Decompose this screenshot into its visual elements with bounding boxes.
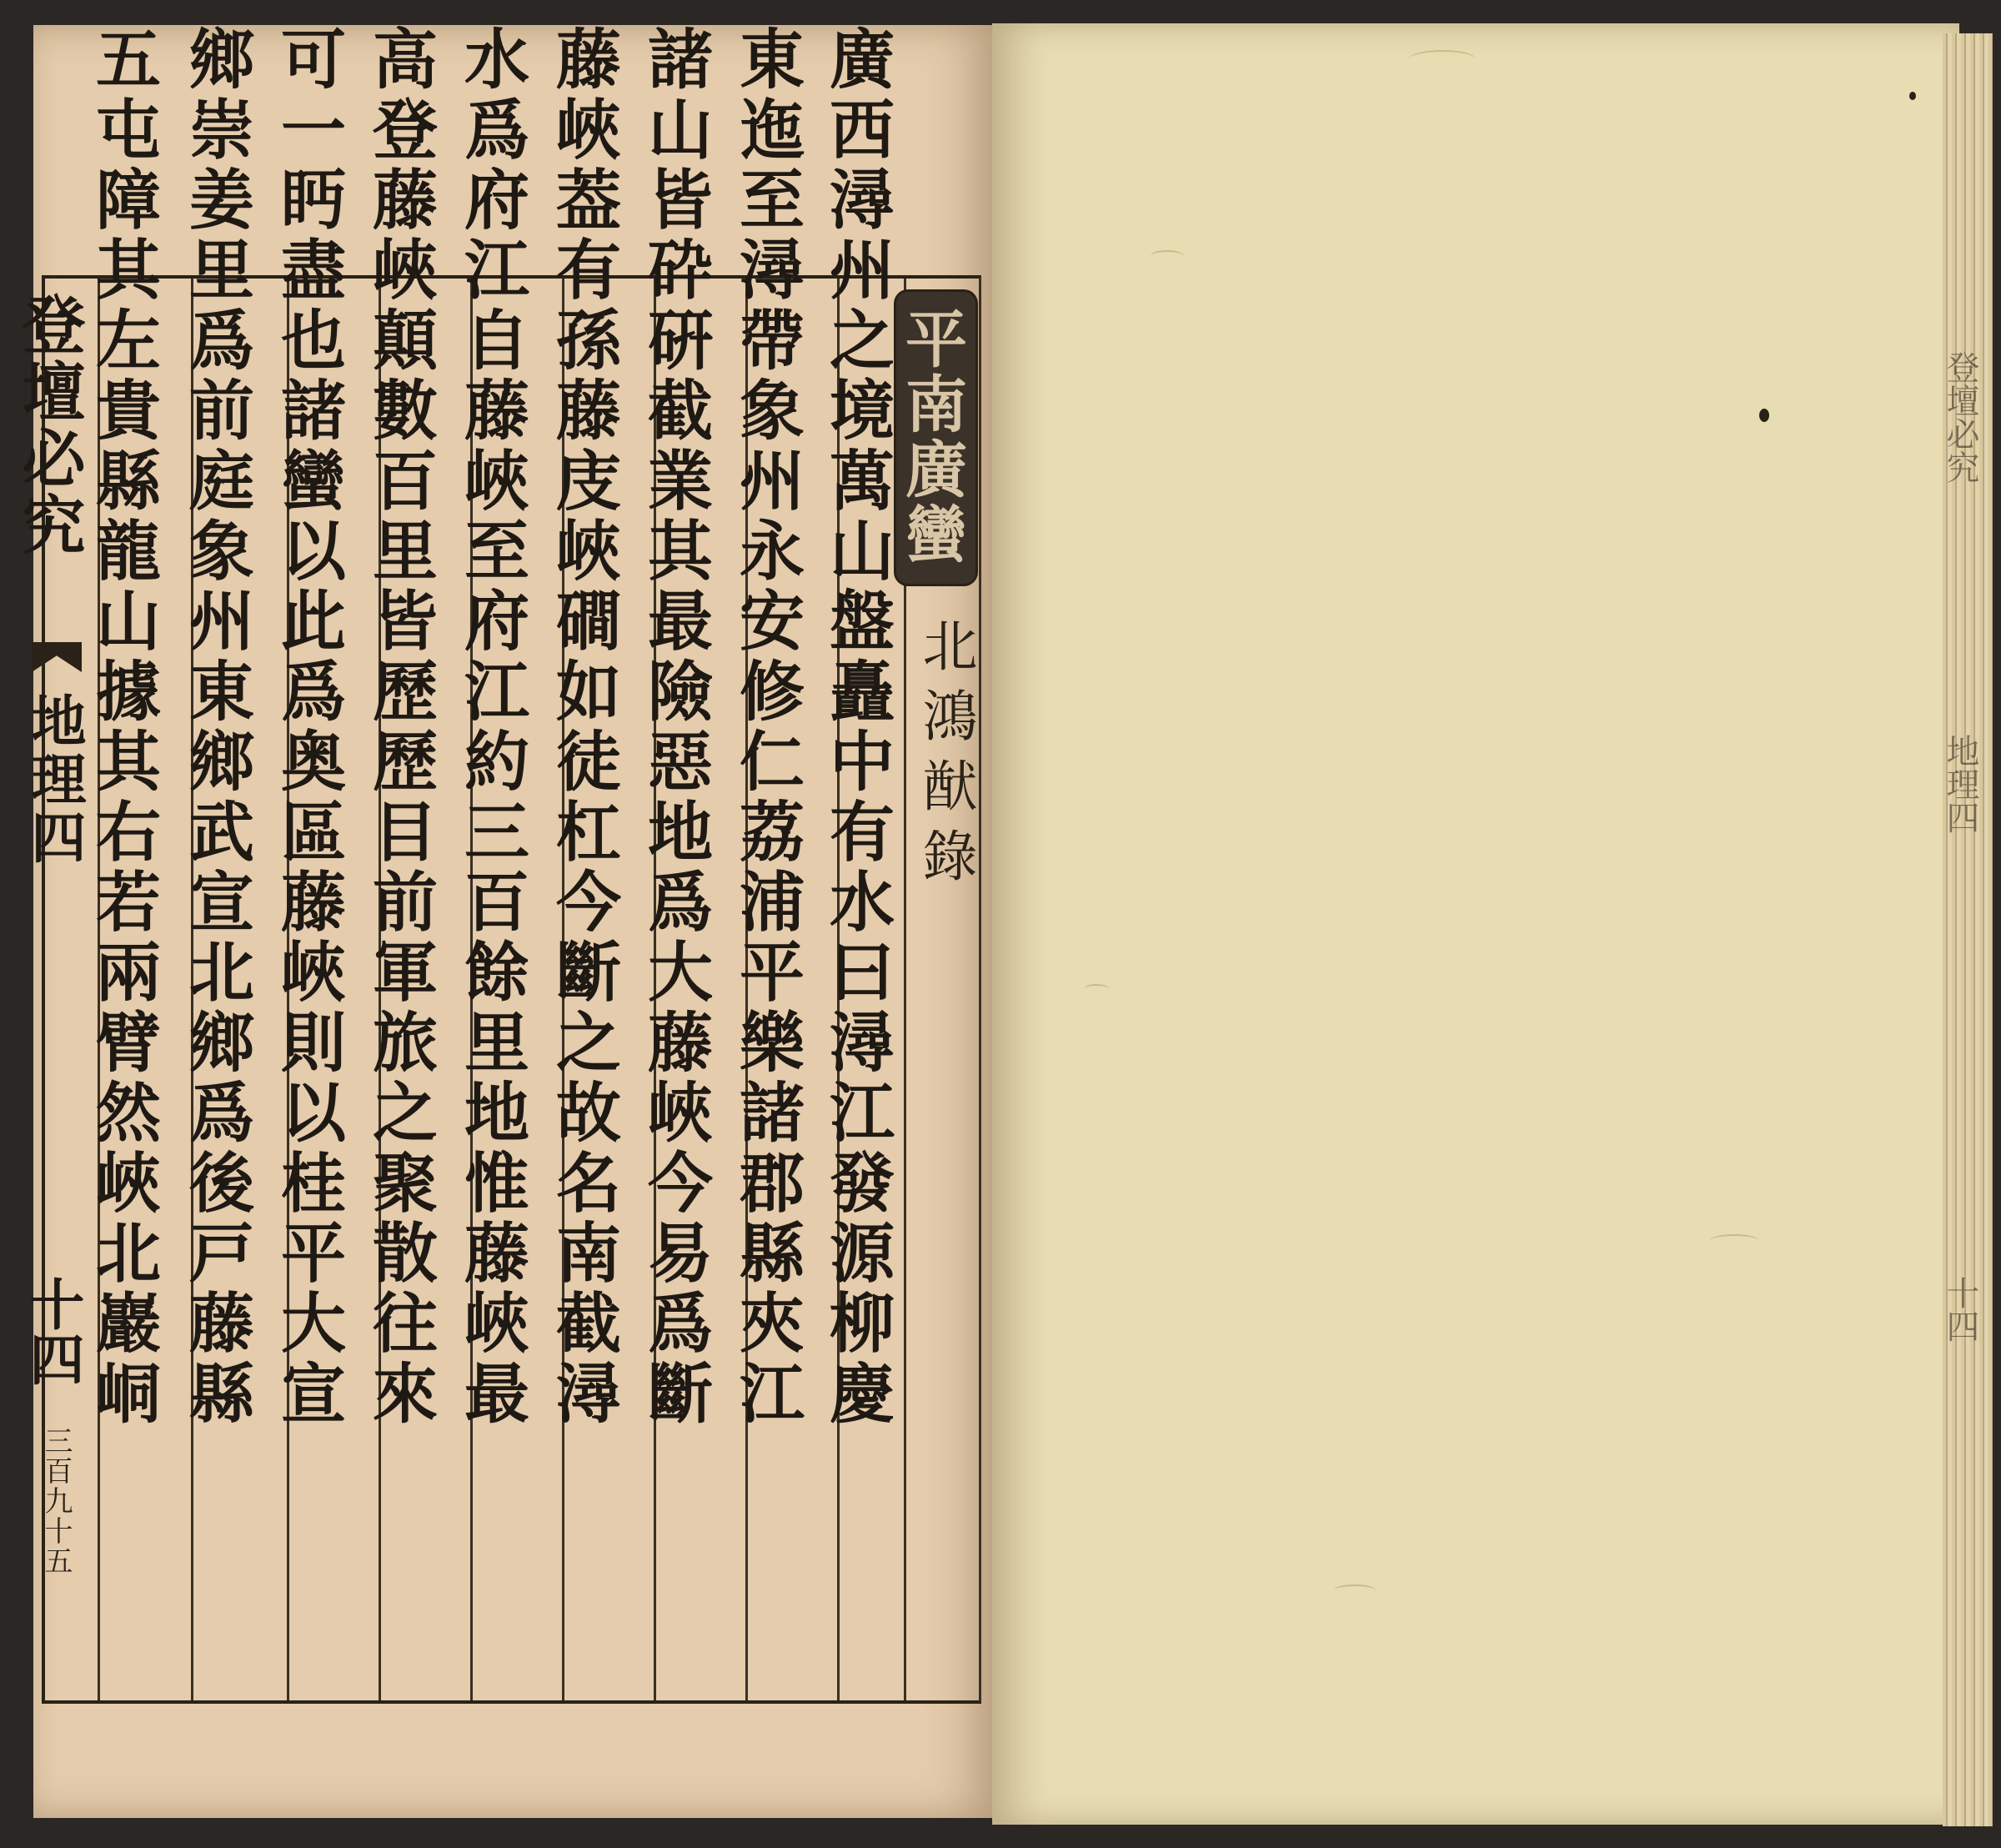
text-column-9: 五屯障其左貴縣龍山據其右若兩臂然峽北巖峒 [85, 25, 161, 1429]
spine-leaf-number: 十四 [20, 1276, 85, 1386]
edge-title: 登壇必究 [1941, 350, 1979, 484]
text-column-4: 藤峽葢有孫藤庋峽磵如徒杠今斷之故名南截潯 [545, 25, 621, 1429]
text-column-1: 廣西潯州之境萬山盤矗中有水曰潯江發源柳慶 [819, 25, 895, 1429]
edge-section: 地理四 [1941, 734, 1979, 834]
title-text: 平南廣蠻 [895, 307, 967, 567]
right-page-blank [992, 23, 1959, 1825]
ink-speck [1909, 92, 1916, 100]
text-column-5: 水爲府江自藤峽至府江約三百餘里地惟藤峽最 [454, 25, 529, 1429]
text-column-6: 高登藤峽顛數百里皆歷歷目前軍旅之聚散往來 [362, 25, 438, 1429]
paper-fiber [1151, 250, 1184, 262]
paper-fiber [1334, 1584, 1376, 1596]
text-column-2: 東迤至潯帶象州永安修仁荔浦平樂諸郡縣夾江 [729, 25, 805, 1429]
spine-section: 地理四 [22, 692, 87, 867]
author-line: 北鴻猷錄 [913, 617, 977, 897]
page-edges [1943, 33, 1993, 1826]
paper-fiber [1709, 1234, 1759, 1248]
spine-page-number: 三百九十五 [39, 1426, 73, 1576]
paper-fiber [1084, 984, 1109, 994]
edge-leaf: 十四 [1941, 1276, 1979, 1343]
text-column-8: 鄉崇姜里爲前庭象州東鄉武宣北鄉爲後戸藤縣 [178, 25, 254, 1429]
spine-title: 登壇必究 [12, 292, 86, 559]
text-column-3: 諸山皆砕硏截業其最險惡地爲大藤峽今易爲斷 [637, 25, 713, 1429]
ink-speck [1759, 409, 1769, 422]
text-column-7: 可一眄盡也諸蠻以此爲奥區藤峽則以桂平大宣 [270, 25, 346, 1429]
paper-fiber [1409, 50, 1476, 68]
